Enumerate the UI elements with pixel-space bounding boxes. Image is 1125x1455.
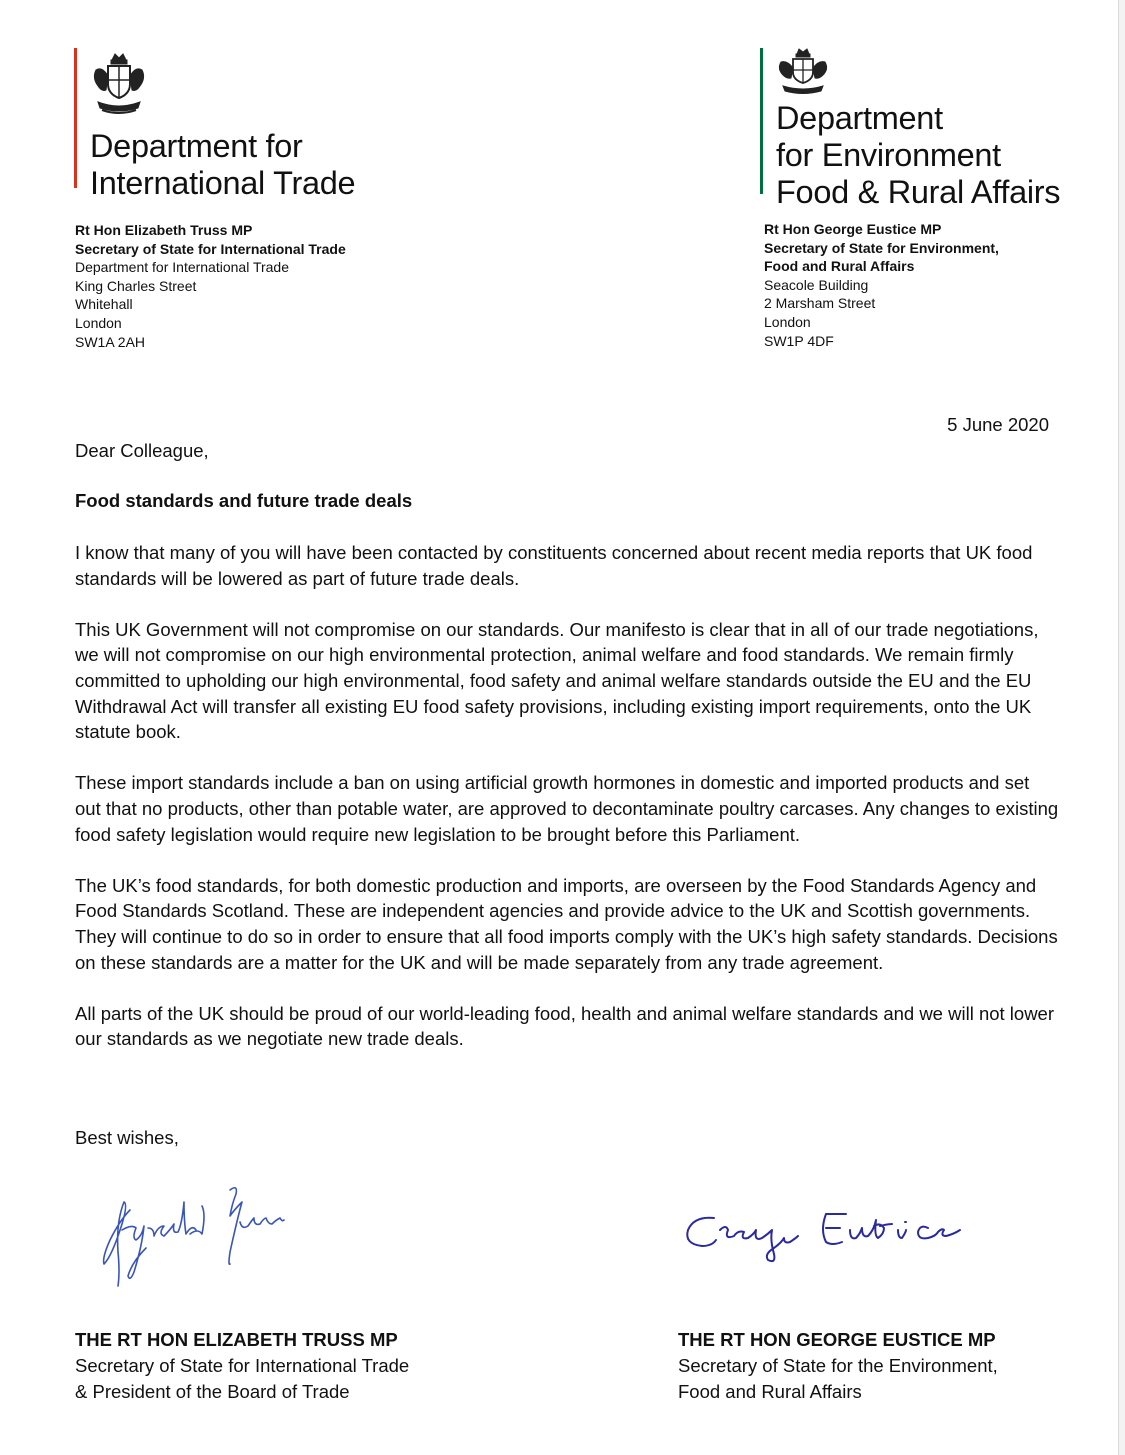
- royal-coat-of-arms-icon: [774, 48, 832, 96]
- royal-coat-of-arms-icon: [88, 50, 150, 120]
- address-line: London: [75, 314, 122, 331]
- address-line: King Charles Street: [75, 277, 197, 294]
- body-paragraph: These import standards include a ban on using artificial growth hormones in domestic and imported products and set out that no products, other than potable water, are approved to decontaminate poultry carcases. Any changes to existing food safety legislation would require new legislation to be brought before this Parliament.: [75, 772, 1059, 845]
- defra-name-line2: for Environment: [776, 137, 1001, 173]
- signer-name: THE RT HON ELIZABETH TRUSS MP: [75, 1329, 398, 1350]
- address-line: 2 Marsham Street: [764, 295, 876, 312]
- address-line: London: [764, 313, 811, 330]
- page-edge-shadow: [1119, 0, 1125, 1455]
- signoff: Best wishes,: [75, 1127, 179, 1148]
- dit-department-name: [90, 128, 355, 202]
- letter-subject: Food standards and future trade deals: [75, 490, 413, 511]
- signer-role-line1: Secretary of State for International Trade: [75, 1354, 410, 1376]
- signer-name: THE RT HON GEORGE EUSTICE MP: [678, 1329, 996, 1350]
- page-edge-line: [1118, 0, 1119, 1455]
- signer-left: [75, 1327, 409, 1404]
- eustice-signature: [680, 1200, 970, 1270]
- sender-name: Rt Hon Elizabeth Truss MP: [75, 222, 253, 238]
- sender-title-line2: Food and Rural Affairs: [764, 258, 915, 275]
- sender-title: Secretary of State for International Trade: [75, 240, 346, 257]
- defra-green-bar: [760, 48, 763, 194]
- salutation: Dear Colleague,: [75, 440, 209, 461]
- address-line: Whitehall: [75, 296, 133, 313]
- defra-name-line1: Department: [776, 100, 943, 136]
- sender-name: Rt Hon George Eustice MP: [764, 221, 942, 237]
- address-line: Seacole Building: [764, 276, 869, 293]
- dit-name-line1: Department for: [90, 128, 303, 164]
- address-line: SW1A 2AH: [75, 333, 146, 350]
- letter-body: [75, 540, 1060, 1077]
- sender-title-line1: Secretary of State for Environment,: [764, 239, 999, 256]
- signer-role-line2: & President of the Board of Trade: [75, 1380, 350, 1402]
- address-line: SW1P 4DF: [764, 332, 834, 349]
- signer-role-line2: Food and Rural Affairs: [678, 1380, 862, 1402]
- signer-role-line1: Secretary of State for the Environment,: [678, 1354, 998, 1376]
- letter-date: 5 June 2020: [947, 414, 1049, 435]
- body-paragraph: This UK Government will not compromise on our standards. Our manifesto is clear that in all of our trade negotiations, we will not compromise on our high environmental protection, animal welfare and food standards. We remain firmly committed to upholding our high environmental, food safety and animal welfare standards outside the EU and the EU Withdrawal Act will transfer all existing EU food safety provisions, including existing import requirements, onto the UK statute book.: [75, 618, 1039, 743]
- defra-department-name: [776, 100, 1060, 211]
- defra-logo: [760, 48, 1080, 210]
- dit-red-bar: [74, 48, 77, 188]
- address-line: Department for International Trade: [75, 259, 290, 276]
- body-paragraph: All parts of the UK should be proud of our world-leading food, health and animal welfare standards and we will not lower our standards as we negotiate new trade deals.: [75, 1002, 1055, 1050]
- dit-name-line2: International Trade: [90, 165, 356, 201]
- signer-right: [678, 1327, 998, 1404]
- body-paragraph: The UK’s food standards, for both domestic production and imports, are overseen by the Food Standards Agency and Food Standards Scotland. These are independent agencies and provide advice to the UK and Scottish governments. They will continue to do so in order to ensure that all food imports comply with the UK’s high safety standards. Decisions on these standards are a matter for the UK and will be made separately from any trade agreement.: [75, 874, 1058, 973]
- sender-address-left: [75, 221, 346, 351]
- truss-signature: [90, 1170, 330, 1300]
- dit-logo: [74, 48, 394, 201]
- sender-address-right: [764, 220, 999, 350]
- defra-name-line3: Food & Rural Affairs: [776, 174, 1061, 210]
- body-paragraph: I know that many of you will have been contacted by constituents concerned about recent media reports that UK food standards will be lowered as part of future trade deals.: [75, 542, 1033, 589]
